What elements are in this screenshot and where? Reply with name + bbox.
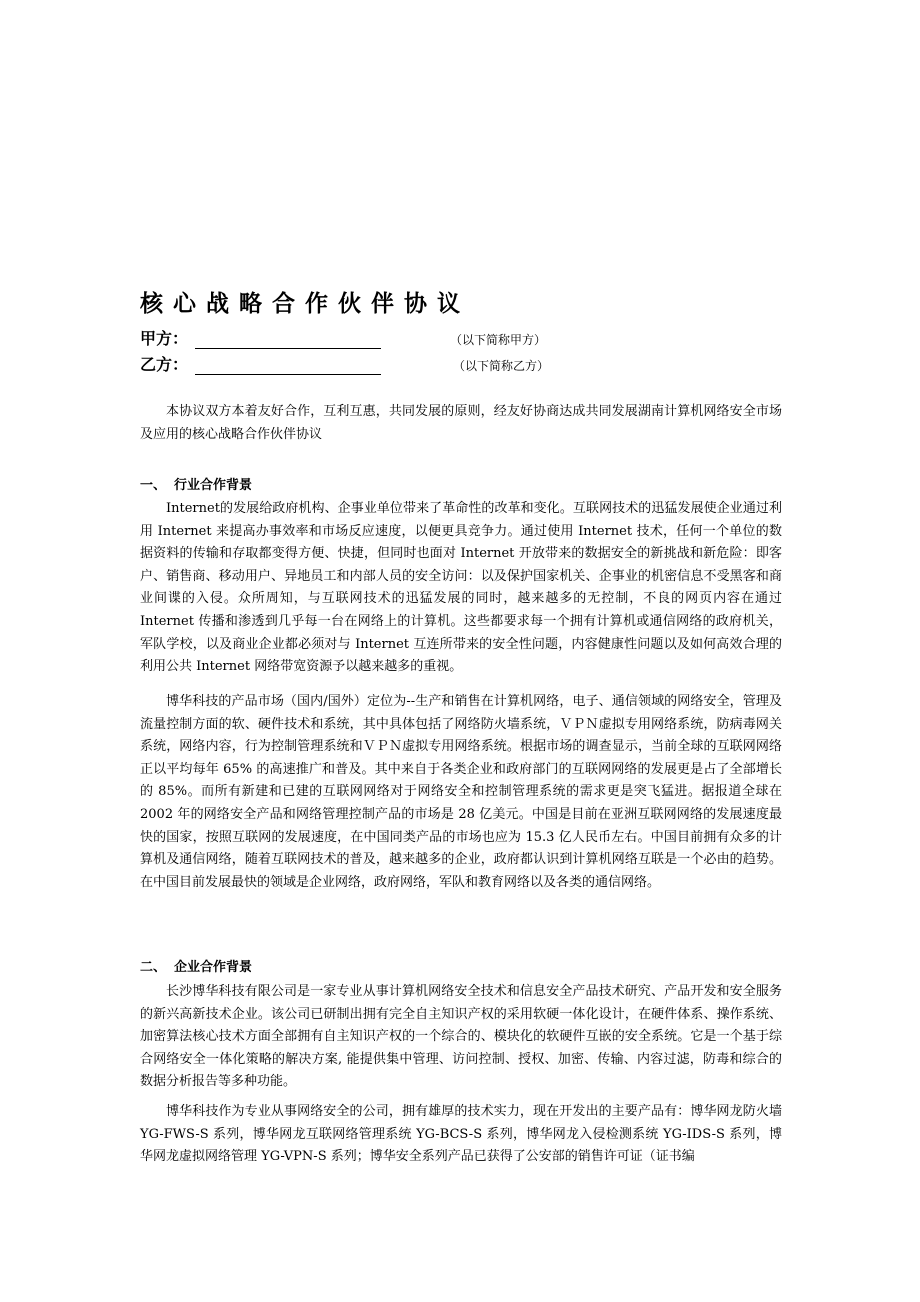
section-paragraph: 博华科技作为专业从事网络安全的公司，拥有雄厚的技术实力，现在开发出的主要产品有：博华网龙防火墙 YG-FWS-S 系列，博华网龙互联网络管理系统 YG-BCS-S 系列，博华网龙入侵检测系统 YG-IDS-S 系列，博华网龙虚拟网络管理 YG-VPN-S 系列；博华安全系列产品已获得了公安部的销售许可证（证书编 (140, 1104, 782, 1165)
section-title: 企业合作背景 (174, 960, 253, 975)
party-a-note: （以下简称甲方） (450, 333, 547, 347)
section-heading (140, 957, 252, 979)
party-a-blank-line (195, 348, 381, 349)
section-heading (140, 475, 252, 497)
party-b-label: 乙方： (140, 355, 189, 374)
section-paragraph: 长沙博华科技有限公司是一家专业从事计算机网络安全技术和信息安全产品技术研究、产品开发和安全服务的新兴高新技术企业。该公司已研制出拥有完全自主知识产权的采用软硬一体化设计，在硬件体系、操作系统、加密算法核心技术方面全部拥有自主知识产权的一个综合的、模块化的软硬件互嵌的安全系统。它是一个基于综合网络安全一体化策略的解决方案, 能提供集中管理、访问控制、授权、加密、传输、内容过滤，防毒和综合的数据分析报告等多种功能。 (140, 984, 782, 1090)
party-b-line (140, 354, 550, 376)
party-b-note: （以下简称乙方） (453, 359, 550, 373)
section-title: 行业合作背景 (174, 478, 253, 493)
party-a-label: 甲方： (140, 329, 189, 348)
party-b-blank-line (195, 374, 381, 375)
intro-paragraph: 本协议双方本着友好合作，互利互惠，共同发展的原则，经友好协商达成共同发展湖南计算机网络安全市场及应用的核心战略合作伙伴协议 (140, 404, 782, 442)
section-number: 一、 (140, 478, 167, 493)
section-number: 二、 (140, 960, 167, 975)
party-a-line (140, 328, 547, 350)
document-title: 核心战略合作伙伴协议 (140, 291, 470, 317)
section-paragraph: Internet的发展给政府机构、企事业单位带来了革命性的改革和变化。互联网技术的迅猛发展使企业通过利用 Internet 来提高办事效率和市场反应速度，以便更具竞争力。通过使用 Internet 技术，任何一个单位的数据资料的传输和存取都变得方便、快捷，但同时也面对 Internet 开放带来的数据安全的新挑战和新危险：即客户、销售商、移动用户、异地员工和内部人员的安全访问：以及保护国家机关、企事业的机密信息不受黑客和商业间谍的入侵。众所周知，与互联网技术的迅猛发展的同时，越来越多的无控制，不良的网页内容在通过 Internet 传播和渗透到几乎每一台在网络上的计算机。这些都要求每一个拥有计算机或通信网络的政府机关，军队学校，以及商业企业都必须对与 Internet 互连所带来的安全性问题，内容健康性问题以及如何高效合理的利用公共 Internet 网络带宽资源予以越来越多的重视。 (140, 501, 782, 675)
section-paragraph: 博华科技的产品市场（国内/国外）定位为--生产和销售在计算机网络，电子、通信领域的网络安全，管理及流量控制方面的软、硬件技术和系统，其中具体包括了网络防火墙系统，ＶＰＮ虚拟专用网络系统，防病毒网关系统，网络内容，行为控制管理系统和ＶＰＮ虚拟专用网络系统。根据市场的调查显示，当前全球的互联网网络正以平均每年 65% 的高速推广和普及。其中来自于各类企业和政府部门的互联网网络的发展更是占了全部增长的 85%。而所有新建和已建的互联网网络对于网络安全和控制管理系统的需求更是突飞猛进。据报道全球在 2002 年的网络安全产品和网络管理控制产品的市场是 28 亿美元。中国是目前在亚洲互联网网络的发展速度最快的国家，按照互联网的发展速度，在中国同类产品的市场也应为 15.3 亿人民币左右。中国目前拥有众多的计算机及通信网络，随着互联网技术的普及，越来越多的企业，政府都认识到计算机网络互联是一个必由的趋势。在中国目前发展最快的领域是企业网络，政府网络，军队和教育网络以及各类的通信网络。 (140, 694, 782, 890)
